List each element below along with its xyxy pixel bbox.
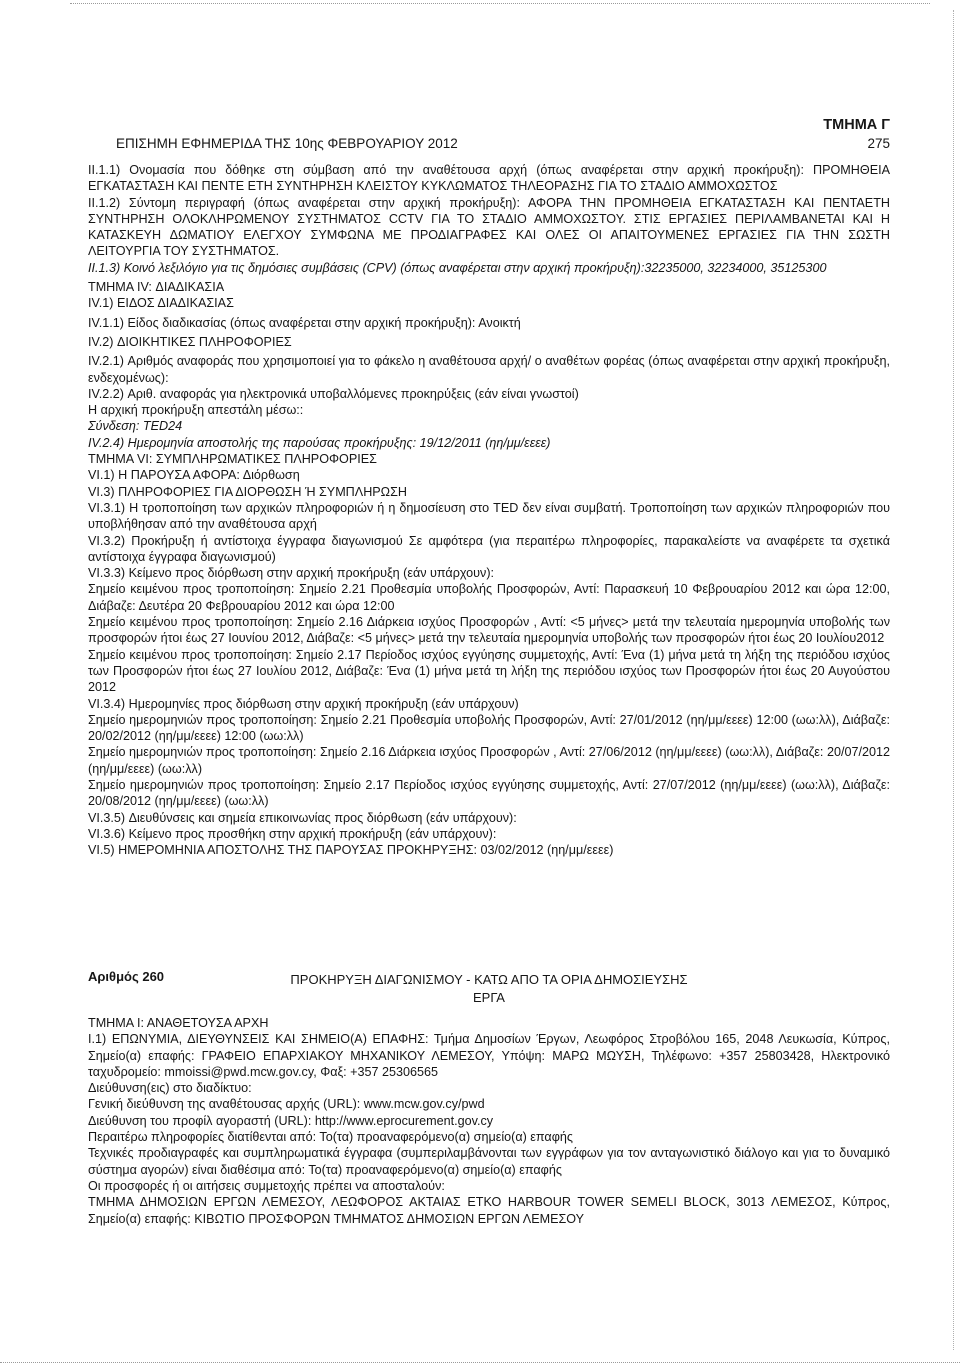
paragraph: IV.2.1) Αριθμός αναφοράς που χρησιμοποιεί για το φάκελο η αναθέτουσα αρχή/ ο αναθέτων φορέας (όπως αναφέρεται στην αρχική προκήρυξη, ενδεχομένως): xyxy=(88,354,890,385)
paragraph: IV.1) ΕΙΔΟΣ ΔΙΑΔΙΚΑΣΙΑΣ xyxy=(88,296,234,311)
paragraph: IV.2.2) Αριθ. αναφοράς για ηλεκτρονικά υποβαλλόμενες προκηρύξεις (εάν είναι γνωστοί) xyxy=(88,386,579,401)
paragraph: VI.5) ΗΜΕΡΟΜΗΝΙΑ ΑΠΟΣΤΟΛΗΣ ΤΗΣ ΠΑΡΟΥΣΑΣ ΠΡΟΚΗΡΥΞΗΣ: 03/02/2012 (ηη/μμ/εεεε) xyxy=(88,843,614,858)
paragraph: VI.3.2) Προκήρυξη ή αντίστοιχα έγγραφα διαγωνισμού Σε αμφότερα (για περαιτέρω πληροφορίες, παρακαλείστε να αναφέρετε τα σχετικά αντίστοιχα έγγραφα διαγωνισμού) xyxy=(88,533,890,564)
paragraph: VI.1) Η ΠΑΡΟΥΣΑ ΑΦΟΡΑ: Διόρθωση xyxy=(88,468,300,483)
paragraph: Οι προσφορές ή οι αιτήσεις συμμετοχής πρέπει να αποσταλούν: xyxy=(88,1178,445,1193)
paragraph: VI.3.1) Η τροποποίηση των αρχικών πληροφοριών ή η δημοσίευση στο TED δεν είναι συμβατή. Τροποποίηση των αρχικών πληροφοριών που υποβλήθησαν από την αναθέτουσα αρχή xyxy=(88,500,890,532)
tender-notice xyxy=(88,965,890,1227)
paragraph: Σημείο ημερομηνιών προς τροποποίηση: Σημείο 2.16 Διάρκεια ισχύος Προσφορών , Αντί: 27/06/2012 (ηη/μμ/εεεε) (ωω:λλ), Διάβαζε: 20/07/2012 (ηη/μμ/εεεε) (ωω:λλ) xyxy=(88,745,890,776)
paragraph: IV.2.4) Ημερομηνία αποστολής της παρούσας προκήρυξης: 19/12/2011 (ηη/μμ/εεεε) xyxy=(88,435,551,450)
paragraph: II.1.1) Ονομασία που δόθηκε στη σύμβαση από την αναθέτουσα αρχή (όπως αναφέρεται στην αρχική προκήρυξη): ΠΡΟΜΗΘΕΙΑ ΕΓΚΑΤΑΣΤΑΣΗ ΚΑΙ ΠΕΝΤΕ ΕΤΗ ΣΥΝΤΗΡΗΣΗ ΚΛΕΙΣΤΟΥ ΚΥΚΛΩΜΑΤΟΣ ΤΗΛΕΟΡΑΣΗΣ ΓΙΑ ΤΟ ΣΤΑΔΙΟ ΑΜΜΟΧΩΣΤΟΣ xyxy=(88,163,890,194)
section-heading: ΤΜΗΜΑ VI: ΣΥΜΠΛΗΡΩΜΑΤΙΚΕΣ ΠΛΗΡΟΦΟΡΙΕΣ xyxy=(88,452,377,467)
paragraph: IV.2) ΔΙΟΙΚΗΤΙΚΕΣ ΠΛΗΡΟΦΟΡΙΕΣ xyxy=(88,334,292,349)
paragraph: Τεχνικές προδιαγραφές και συμπληρωματικά έγγραφα (συμπεριλαμβάνονται των εγγράφων για τον ανταγωνιστικό διάλογο και για το δυναμικό σύστημα αγορών) είναι διαθέσιμα από: Το(τα) προαναφερόμενο(α) σημείο(α) επαφής xyxy=(88,1146,890,1177)
paragraph: VI.3) ΠΛΗΡΟΦΟΡΙΕΣ ΓΙΑ ΔΙΟΡΘΩΣΗ Ή ΣΥΜΠΛΗΡΩΣΗ xyxy=(88,484,407,499)
paragraph: I.1) ΕΠΩΝΥΜΙΑ, ΔΙΕΥΘΥΝΣΕΙΣ ΚΑΙ ΣΗΜΕΙΟ(Α) ΕΠΑΦΗΣ: Τμήμα Δημοσίων Έργων, Λεωφόρος Στροβόλου 165, 2048 Λευκωσία, Κύπρος, Σημείο(α) επαφής: ΓΡΑΦΕΙΟ ΕΠΑΡΧΙΑΚΟΥ ΜΗΧΑΝΙΚΟΥ ΛΕΜΕΣΟΥ, Υπόψη: ΜΑΡΩ ΜΩΥΣΗ, Τηλέφωνο: +357 25803428, Ηλεκτρονικό ταχυδρομείο: mmoissi@pwd.mcw.gov.cy, Φαξ: +357 25306565 xyxy=(88,1032,890,1079)
paragraph: Περαιτέρω πληροφορίες διατίθενται από: Το(τα) προαναφερόμενο(α) σημείο(α) επαφής xyxy=(88,1130,573,1145)
scan-edge-top xyxy=(70,3,930,4)
paragraph: VI.3.3) Κείμενο προς διόρθωση στην αρχική προκήρυξη (εάν υπάρχουν): xyxy=(88,566,495,581)
paragraph: IV.1.1) Είδος διαδικασίας (όπως αναφέρεται στην αρχική προκήρυξη): Ανοικτή xyxy=(88,315,521,330)
notice-number: Αριθμός 260 xyxy=(88,969,165,984)
section-heading: ΤΜΗΜΑ IV: ΔΙΑΔΙΚΑΣΙΑ xyxy=(88,280,225,295)
paragraph: Διεύθυνση του προφίλ αγοραστή (URL): http://www.eprocurement.gov.cy xyxy=(88,1113,494,1128)
notice-title xyxy=(88,971,890,1007)
gazette-title: ΕΠΙΣΗΜΗ ΕΦΗΜΕΡΙΔΑ ΤΗΣ 10ης ΦΕΒΡΟΥΑΡΙΟΥ 2012 xyxy=(116,136,458,151)
paragraph: Σύνδεση: TED24 xyxy=(88,419,183,434)
paragraph: Σημείο ημερομηνιών προς τροποποίηση: Σημείο 2.17 Περίοδος ισχύος εγγύησης συμμετοχής, Αντί: 27/07/2012 (ηη/μμ/εεεε) (ωω:λλ), Διάβαζε: 20/08/2012 (ηη/μμ/εεεε) (ωω:λλ) xyxy=(88,777,890,809)
paragraph: II.1.2) Σύντομη περιγραφή (όπως αναφέρεται στην αρχική προκήρυξη): ΑΦΟΡΑ ΤΗΝ ΠΡΟΜΗΘΕΙΑ ΕΓΚΑΤΑΣΤΑΣΗ ΚΑΙ ΠΕΝΤΑΕΤΗ ΣΥΝΤΗΡΗΣΗ ΟΛΟΚΛΗΡΩΜΕΝΟΥ ΣΥΣΤΗΜΑΤΟΣ CCTV ΓΙΑ ΤΟ ΣΤΑΔΙΟ ΑΜΜΟΧΩΣΤΟΥ. ΣΤΙΣ ΕΡΓΑΣΙΕΣ ΠΕΡΙΛΑΜΒΑΝΕΤΑΙ ΚΑΙ Η ΚΑΤΑΣΚΕΥΗ ΔΩΜΑΤΙΟΥ ΕΛΕΓΧΟΥ ΣΥΜΦΩΝΑ ΜΕ ΠΡΟΔΙΑΓΡΑΦΕΣ ΚΑΙ ΟΛΕΣ ΟΙ ΑΠΑΙΤΟΥΜΕΝΕΣ ΕΡΓΑΣΙΕΣ ΓΙΑ ΤΗΝ ΣΩΣΤΗ ΛΕΙΤΟΥΡΓΙΑ ΤΟΥ ΣΥΣΤΗΜΑΤΟΣ. xyxy=(88,195,890,259)
paragraph: Γενική διεύθυνση της αναθέτουσας αρχής (URL): www.mcw.gov.cy/pwd xyxy=(88,1097,485,1112)
paragraph: Σημείο κειμένου προς τροποποίηση: Σημείο 2.21 Προθεσμία υποβολής Προσφορών, Αντί: Παρασκευή 10 Φεβρουαρίου 2012 και ώρα 12:00, Διάβαζε: Δευτέρα 20 Φεβρουαρίου 2012 και ώρα 12:00 xyxy=(88,582,890,613)
page-number: 275 xyxy=(867,136,890,151)
section-heading: ΤΜΗΜΑ Ι: ΑΝΑΘΕΤΟΥΣΑ ΑΡΧΗ xyxy=(88,1016,269,1030)
scan-edge-bottom xyxy=(0,1362,960,1363)
scan-edge-right xyxy=(953,10,954,1350)
section-label: ΤΜΗΜΑ Γ xyxy=(823,117,890,133)
paragraph: Η αρχική προκήρυξη απεστάλη μέσω:: xyxy=(88,403,304,418)
paragraph: Διεύθυνση(εις) στο διαδίκτυο: xyxy=(88,1081,252,1096)
paragraph: II.1.3) Κοινό λεξιλόγιο για τις δημόσιες συμβάσεις (CPV) (όπως αναφέρεται στην αρχική προκήρυξη):32235000, 32234000, 35125300 xyxy=(88,260,827,275)
paragraph: Σημείο ημερομηνιών προς τροποποίηση: Σημείο 2.21 Προθεσμία υποβολής Προσφορών, Αντί: 27/01/2012 (ηη/μμ/εεεε) 12:00 (ωω:λλ), Διάβαζε: 20/02/2012 (ηη/μμ/εεεε) 12:00 (ωω:λλ) xyxy=(88,712,890,744)
correction-notice xyxy=(88,162,890,858)
notice-header xyxy=(88,965,890,1015)
paragraph: VI.3.5) Διευθύνσεις και σημεία επικοινωνίας προς διόρθωση (εάν υπάρχουν): xyxy=(88,810,517,825)
paragraph: ΤΜΗΜΑ ΔΗΜΟΣΙΩΝ ΕΡΓΩΝ ΛΕΜΕΣΟΥ, ΛΕΩΦΟΡΟΣ ΑΚΤΑΙΑΣ ΕΤΚΟ HARBOUR TOWER SEMELI BLOCK, 3013 ΛΕΜΕΣΟΣ, Κύπρος, Σημείο(α) επαφής: ΚΙΒΩΤΙΟ ΠΡΟΣΦΟΡΩΝ ΤΜΗΜΑΤΟΣ ΔΗΜΟΣΙΩΝ ΕΡΓΩΝ ΛΕΜΕΣΟΥ xyxy=(88,1195,890,1226)
notice-title-line: ΠΡΟΚΗΡΥΞΗ ΔΙΑΓΩΝΙΣΜΟΥ - ΚΑΤΩ ΑΠΟ ΤΑ ΟΡΙΑ ΔΗΜΟΣΙΕΥΣΗΣ xyxy=(290,972,688,987)
paragraph: VI.3.4) Ημερομηνίες προς διόρθωση στην αρχική προκήρυξη (εάν υπάρχουν) xyxy=(88,696,519,711)
notice-title-line: ΕΡΓΑ xyxy=(473,990,505,1005)
paragraph: Σημείο κειμένου προς τροποποίηση: Σημείο 2.17 Περίοδος ισχύος εγγύησης συμμετοχής, Αντί: Ένα (1) μήνα μετά τη λήξη της περιόδου ισχύος των Προσφορών ήτοι έως 27 Ιουλίου 2012, Διάβαζε: Ένα (1) μήνα μετά τη λήξη της περιόδου ισχύος των Προσφορών ήτοι έως 20 Αυγούστου 2012 xyxy=(88,647,890,695)
paragraph: VI.3.6) Κείμενο προς προσθήκη στην αρχική προκήρυξη (εάν υπάρχουν): xyxy=(88,826,497,841)
paragraph: Σημείο κειμένου προς τροποποίηση: Σημείο 2.16 Διάρκεια ισχύος Προσφορών , Αντί: <5 μήνες> μετά την τελευταία ημερομηνία υποβολής των προσφορών ήτοι έως 27 Ιουνίου 2012, Διάβαζε: <5 μήνες> μετά την τελευταία ημερομηνία υποβολής των προσφορών ήτοι έως 20 Ιουλίου2012 xyxy=(88,615,890,646)
page-header xyxy=(88,117,890,157)
